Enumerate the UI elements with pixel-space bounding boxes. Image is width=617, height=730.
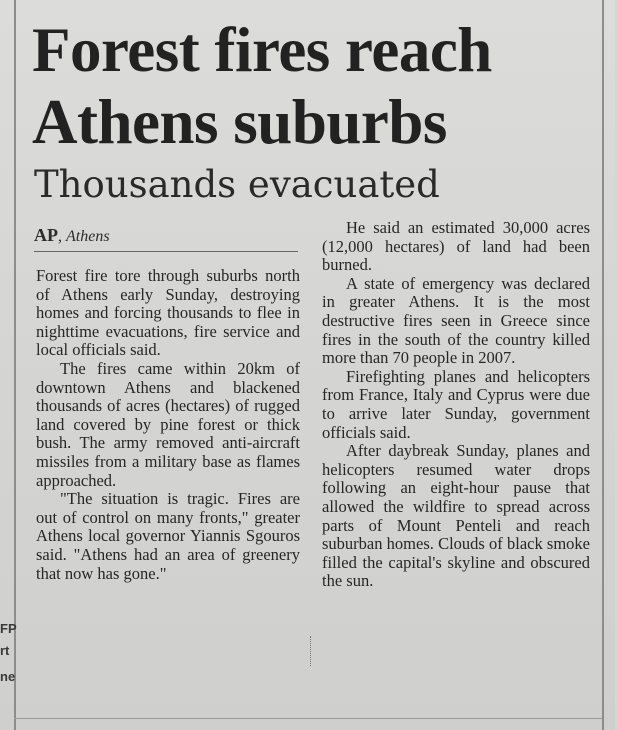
article-paragraph: After daybreak Sunday, planes and helicopters resumed water drops following an eight-hour pause that allowed the wildfire to spread across parts of Mount Penteli and reach suburban homes. Clouds of black smoke filled the capital's skyline and obscured the sun.	[322, 441, 590, 591]
byline-rule	[34, 251, 298, 252]
adjacent-text-fragment: FP	[0, 621, 17, 636]
article-column-2	[322, 219, 590, 591]
headline: Forest fires reach Athens suburbs	[32, 15, 492, 157]
article-paragraph: He said an estimated 30,000 acres (12,000 hectares) of land had been burned.	[322, 218, 590, 275]
column-gutter-mark	[310, 636, 313, 666]
byline-dateline: Athens	[66, 228, 110, 245]
bottom-rule	[14, 718, 602, 719]
adjacent-text-fragment: rt	[0, 643, 10, 658]
adjacent-column-edge-right	[602, 0, 617, 730]
subheadline: Thousands evacuated	[34, 163, 440, 206]
article-paragraph: "The situation is tragic. Fires are out of control on many fronts," greater Athens local governor Yiannis Sgouros said. "Athens had an area of greenery that now has gone."	[36, 489, 300, 583]
article-paragraph: Forest fire tore through suburbs north of Athens early Sunday, destroying homes and forcing thousands to flee in nighttime evacuations, fire service and local officials said.	[36, 266, 300, 360]
byline-agency: AP	[34, 225, 58, 245]
byline-separator: ,	[58, 228, 62, 245]
byline	[34, 225, 299, 246]
adjacent-text-fragment: ne	[0, 669, 16, 684]
article-paragraph: The fires came within 20km of downtown Athens and blackened thousands of acres (hectares) of rugged land covered by pine forest or thick bush. The army removed anti-aircraft missiles from a military base as flames approached.	[36, 358, 300, 490]
article-column-1	[36, 267, 300, 583]
article-paragraph: A state of emergency was declared in greater Athens. It is the most destructive fires seen in Greece since fires in the south of the country killed more than 70 people in 2007.	[322, 273, 590, 368]
article-paragraph: Firefighting planes and helicopters from France, Italy and Cyprus were due to arrive later Sunday, government officials said.	[322, 366, 590, 442]
